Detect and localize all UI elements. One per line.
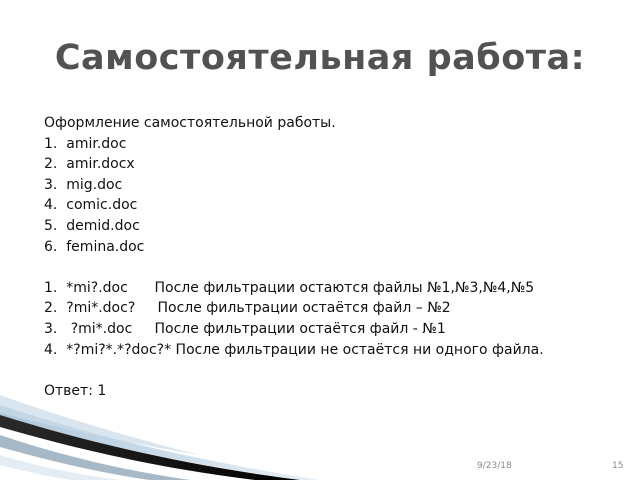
file-list-item: 1. amir.doc — [44, 135, 127, 152]
file-list-item: 6. femina.doc — [44, 238, 145, 255]
task-list-item: 1. *mi?.doc После фильтрации остаются файлы №1,№3,№4,№5 — [44, 279, 535, 296]
spacer — [44, 360, 634, 381]
file-list-item: 3. mig.doc — [44, 176, 123, 193]
decorative-swoosh — [0, 395, 320, 480]
answer-text: Ответ: 1 — [44, 382, 107, 399]
intro-text: Оформление самостоятельной работы. — [44, 115, 336, 131]
file-list-item: 5. demid.doc — [44, 217, 140, 234]
slide-body — [44, 113, 634, 401]
task-list-item: 2. ?mi*.doc? После фильтрации остаётся файл – №2 — [44, 300, 451, 317]
spacer — [44, 257, 634, 278]
slide-page-number: 15 — [612, 461, 624, 471]
slide-date: 9/23/18 — [477, 461, 512, 471]
task-list-item: 3. ?mi*.doc После фильтрации остаётся файл - №1 — [44, 320, 446, 337]
task-list-item: 4. *?mi?*.*?doc?* После фильтрации не остаётся ни одного файла. — [44, 341, 544, 358]
slide-title: Самостоятельная работа: — [54, 38, 586, 78]
file-list-item: 2. amir.docx — [44, 156, 135, 173]
file-list-item: 4. comic.doc — [44, 197, 138, 214]
